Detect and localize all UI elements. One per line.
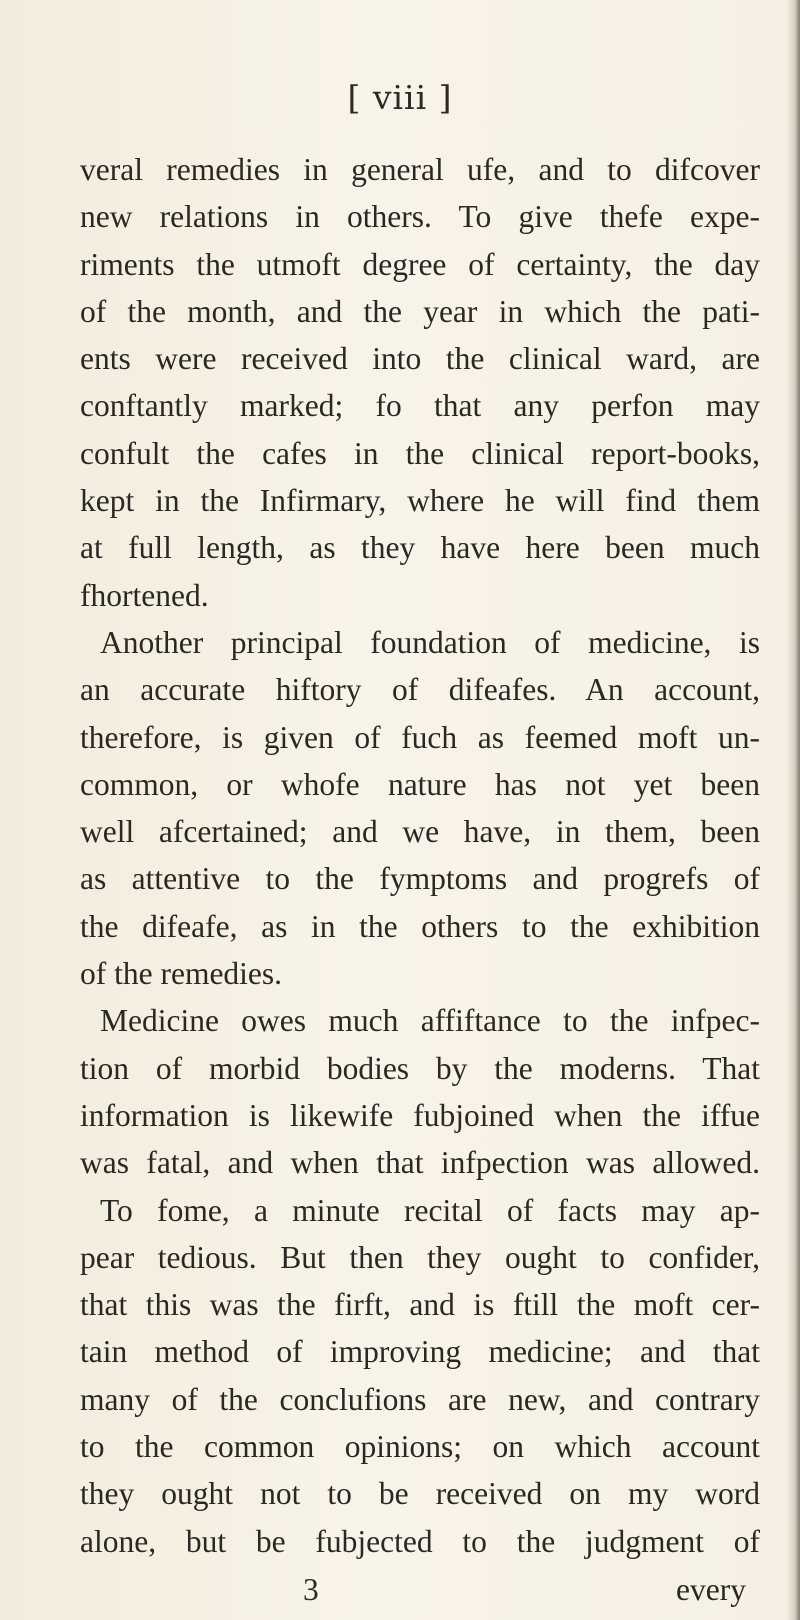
text-line: of the remedies. (80, 956, 283, 992)
text-line: confult the cafes in the clinical report-books, (80, 435, 760, 471)
text-line: fhortened. (80, 577, 209, 613)
text-line: of the month, and the year in which the pati- (80, 293, 760, 329)
text-line: riments the utmoft degree of certainty, the day (80, 246, 760, 282)
text-line: to the common opinions; on which account (80, 1429, 760, 1465)
text-line: was fatal, and when that infpection was allowed. (80, 1145, 760, 1181)
text-line: tion of morbid bodies by the moderns. That (80, 1050, 760, 1086)
page-edge-shadow (786, 0, 800, 1620)
text-line: therefore, is given of fuch as feemed moft un- (80, 719, 760, 755)
text-line: as attentive to the fymptoms and progrefs of (80, 861, 760, 897)
text-line: tain method of improving medicine; and that (80, 1334, 760, 1370)
text-line: veral remedies in general ufe, and to difcover (80, 152, 760, 187)
catchword: every (676, 1572, 746, 1607)
text-line: kept in the Infirmary, where he will find them (80, 483, 760, 519)
text-line: an accurate hiftory of difeafes. An account, (80, 672, 760, 708)
signature-mark: 3 (303, 1572, 319, 1607)
text-line: common, or whofe nature has not yet been (80, 766, 760, 802)
text-line: Medicine owes much affiftance to the infpec- (100, 1003, 760, 1039)
text-line: at full length, as they have here been much (80, 530, 760, 566)
text-line: alone, but be fubjected to the judgment of (80, 1523, 760, 1559)
page-number-header: [ viii ] (347, 78, 453, 117)
text-line: the difeafe, as in the others to the exhibition (80, 908, 760, 944)
text-line: pear tedious. But then they ought to confider, (80, 1239, 760, 1275)
text-line: well afcertained; and we have, in them, been (80, 814, 760, 850)
page-footer (80, 1572, 760, 1616)
text-line: conftantly marked; fo that any perfon may (80, 388, 760, 424)
text-line: ents were received into the clinical ward, are (80, 341, 760, 377)
text-line: information is likewife fubjoined when the iffue (80, 1097, 760, 1133)
text-line: To fome, a minute recital of facts may ap- (100, 1192, 760, 1228)
text-line: many of the conclufions are new, and contrary (80, 1381, 760, 1417)
text-line: new relations in others. To give thefe expe- (80, 199, 760, 235)
body-text (80, 146, 760, 1565)
text-line: Another principal foundation of medicine, is (100, 624, 760, 660)
text-line: they ought not to be received on my word (80, 1476, 760, 1512)
text-line: that this was the firft, and is ftill the moft cer- (80, 1287, 760, 1323)
